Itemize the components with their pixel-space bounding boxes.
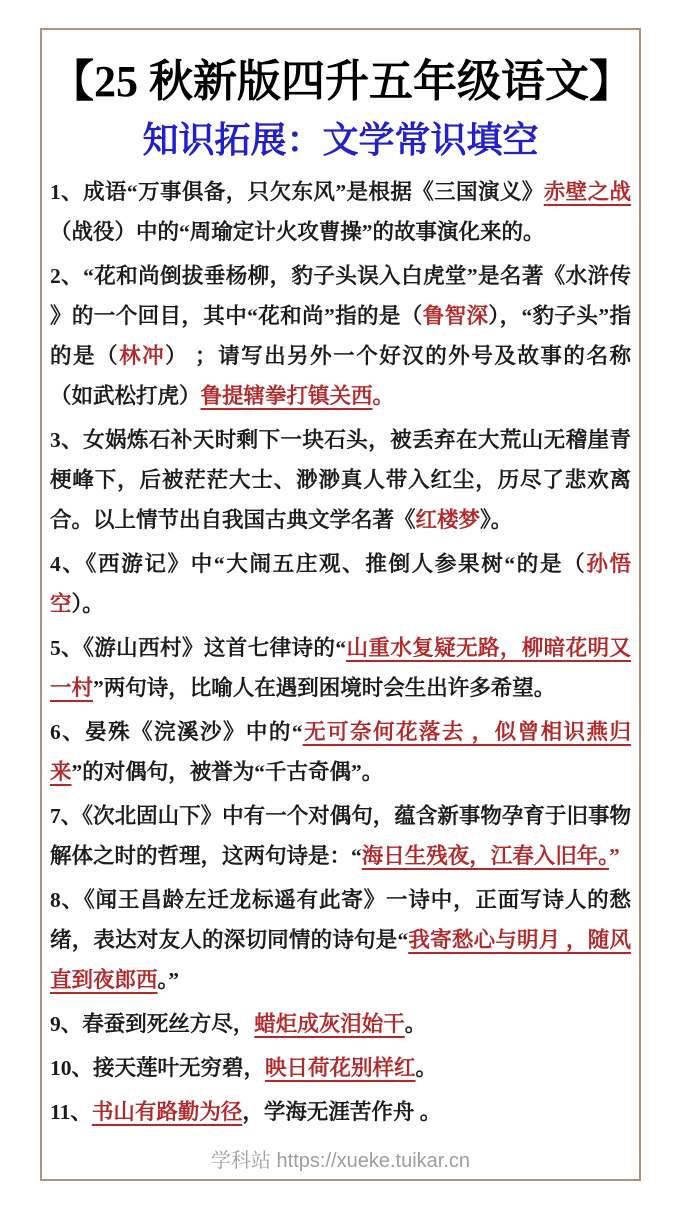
question-text: 1、成语“万事俱备，只欠东风”是根据《三国演义》 (50, 180, 544, 204)
list-item (50, 1004, 631, 1044)
answer-red-underlined: 赤壁之战 (543, 180, 631, 204)
list-item (50, 256, 631, 416)
question-text: 10、接天莲叶无穷碧， (50, 1056, 266, 1080)
question-text: 2、“花和尚倒拔垂杨柳，豹子头误入白虎堂”是名著《水浒传 》的一个回目，其中“花和尚”指的是（ (50, 264, 631, 328)
list-item (50, 1048, 631, 1088)
question-text: 6、晏殊《浣溪沙》中的“ (50, 720, 303, 744)
question-list (50, 172, 631, 1132)
question-text: ）。 (71, 592, 104, 616)
question-text: ”两句诗，比喻人在遇到困境时会生出许多希望。 (93, 676, 556, 700)
question-text: ，学海无涯苦作舟 。 (242, 1100, 442, 1124)
worksheet-page (40, 28, 641, 1181)
list-item (50, 712, 631, 792)
answer-red-underlined: 鲁提辖拳打镇关西 (200, 384, 373, 408)
question-text: 11、 (50, 1100, 92, 1124)
question-text: （战役）中的“周瑜定计火攻曹操”的故事演化来的。 (50, 220, 545, 244)
page-title: 【25 秋新版四升五年级语文】 (50, 57, 633, 106)
question-text: 9、春蚕到死丝方尽， (50, 1012, 255, 1036)
question-text: 8、《闻王昌龄左迁龙标遥有此寄》一诗中，正面写诗人的愁绪，表达对友人的深切同情的诗句是“ (50, 888, 631, 952)
answer-red-underlined: 山重水复疑无路，柳暗花明又一村 (50, 636, 631, 700)
question-text: 7、《次北固山下》中有一个对偶句，蕴含新事物孕育于旧事物解体之时的哲理，这两句诗是：“ (50, 804, 631, 868)
list-item (50, 628, 631, 708)
answer-red: 红楼梦 (415, 508, 481, 532)
list-item (50, 544, 631, 624)
list-item (50, 420, 631, 540)
question-text: 》。 (480, 508, 513, 532)
answer-red-underlined: 书山有路勤为径 (91, 1100, 243, 1124)
worksheet-content (42, 30, 639, 1132)
question-text: ） ；请写出另外一个好汉的外号及故事的名称（如武松打虎） (50, 344, 631, 408)
page-subtitle: 知识拓展：文学常识填空 (142, 120, 539, 160)
answer-red: 林冲 (119, 344, 166, 368)
answer-red-underlined: 蜡炬成灰泪始干 (254, 1012, 405, 1036)
question-text: 5、《游山西村》这首七律诗的“ (50, 636, 347, 660)
answer-red-underlined: 我寄愁心与明月 ，随风直到夜郎西 (50, 928, 631, 992)
answer-red-underlined: 映日荷花别样红 (265, 1056, 416, 1080)
answer-red: 孙悟空 (50, 552, 631, 616)
question-text: 3、女娲炼石补天时剩下一块石头，被丢弃在大荒山无稽崖青梗峰下，后被茫茫大士、渺渺真人带入红尘，历尽了悲欢离合。以上情节出自我国古典文学名著《 (50, 428, 631, 532)
answer-red: 。 (372, 384, 395, 408)
list-item (50, 796, 631, 876)
list-item (50, 880, 631, 1000)
question-text: 。 (404, 1012, 427, 1036)
list-item (50, 172, 631, 252)
list-item (50, 1092, 631, 1132)
question-text: 。” (157, 968, 180, 992)
question-text: ”的对偶句，被誉为“千古奇偶”。 (71, 760, 384, 784)
footer-watermark: 学科站 https://xueke.tuikar.cn (211, 1150, 470, 1172)
answer-red-underlined: 海日生残夜，江春入旧年。 (361, 844, 610, 868)
answer-red: ” (609, 844, 620, 868)
question-text: ），“豹子头”指的是（ (50, 304, 631, 368)
answer-red-underlined: 无可奈何花落去 ，似曾相识燕归来 (50, 720, 631, 784)
answer-red: 鲁智深 (422, 304, 489, 328)
question-text: 。 (415, 1056, 438, 1080)
question-text: 4、《西游记》中“大闹五庄观、推倒人参果树“的是（ (50, 552, 587, 576)
